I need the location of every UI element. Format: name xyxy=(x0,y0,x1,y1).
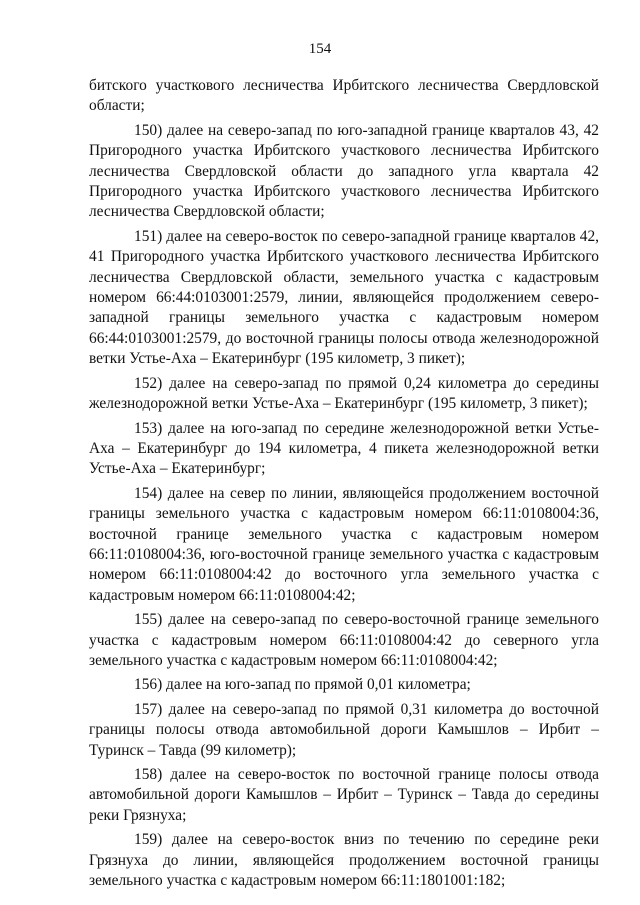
paragraph-157: 157) далее на северо-запад по прямой 0,31 километра до восточной границы полосы отвода автомобильной дороги Камышлов – Ирбит – Туринск – Тавда (99 километр); xyxy=(89,700,599,759)
paragraph-continuation: битского участкового лесничества Ирбитского лесничества Свердловской области; xyxy=(89,77,599,115)
document-body xyxy=(89,76,599,895)
paragraph-151: 151) далее на северо-восток по северо-западной границе кварталов 42, 41 Пригородного участка Ирбитского участкового лесничества Ирбитского лесничества Свердловской области, земельного участка с кадастровым номером 66:44:0103001:2579, линии, являющейся продолжением северо-западной границы земельного участка с кадастровым номером 66:44:0103001:2579, до восточной границы полосы отвода железнодорожной ветки Устье-Аха – Екатеринбург (195 километр, 3 пикет); xyxy=(89,227,599,368)
page-number: 154 xyxy=(308,41,332,57)
paragraph-156: 156) далее на юго-запад по прямой 0,01 километра; xyxy=(134,676,471,694)
paragraph-158: 158) далее на северо-восток по восточной границе полосы отвода автомобильной дороги Камышлов – Ирбит – Туринск – Тавда до середины реки Грязнуха; xyxy=(89,766,599,824)
paragraph-159: 159) далее на северо-восток вниз по течению по середине реки Грязнуха до линии, являющейся продолжением восточной границы земельного участка с кадастровым номером 66:11:1801001:182; xyxy=(89,831,599,890)
paragraph-153: 153) далее на юго-запад по середине железнодорожной ветки Устье-Аха – Екатеринбург до 194 километра, 4 пикета железнодорожной ветки Устье-Аха – Екатеринбург; xyxy=(89,419,599,478)
paragraph-152: 152) далее на северо-запад по прямой 0,24 километра до середины железнодорожной ветки Устье-Аха – Екатеринбург (195 километр, 3 пикет); xyxy=(89,374,599,413)
paragraph-155: 155) далее на северо-запад по северо-восточной границе земельного участка с кадастровым номером 66:11:0108004:42 до северного угла земельного участка с кадастровым номером 66:11:0108004:42; xyxy=(89,611,599,669)
paragraph-150: 150) далее на северо-запад по юго-западной границе кварталов 43, 42 Пригородного участка Ирбитского участкового лесничества Ирбитского лесничества Свердловской области до западного угла квартала 42 Пригородного участка Ирбитского участкового лесничества Ирбитского лесничества Свердловской области; xyxy=(89,121,599,221)
paragraph-154: 154) далее на север по линии, являющейся продолжением восточной границы земельного участка с кадастровым номером 66:11:0108004:36, восточной границе земельного участка с кадастровым номером 66:11:0108004:36, юго-восточной границе земельного участка с кадастровым номером 66:11:0108004:42 до восточного угла земельного участка с кадастровым номером 66:11:0108004:42; xyxy=(89,484,599,604)
